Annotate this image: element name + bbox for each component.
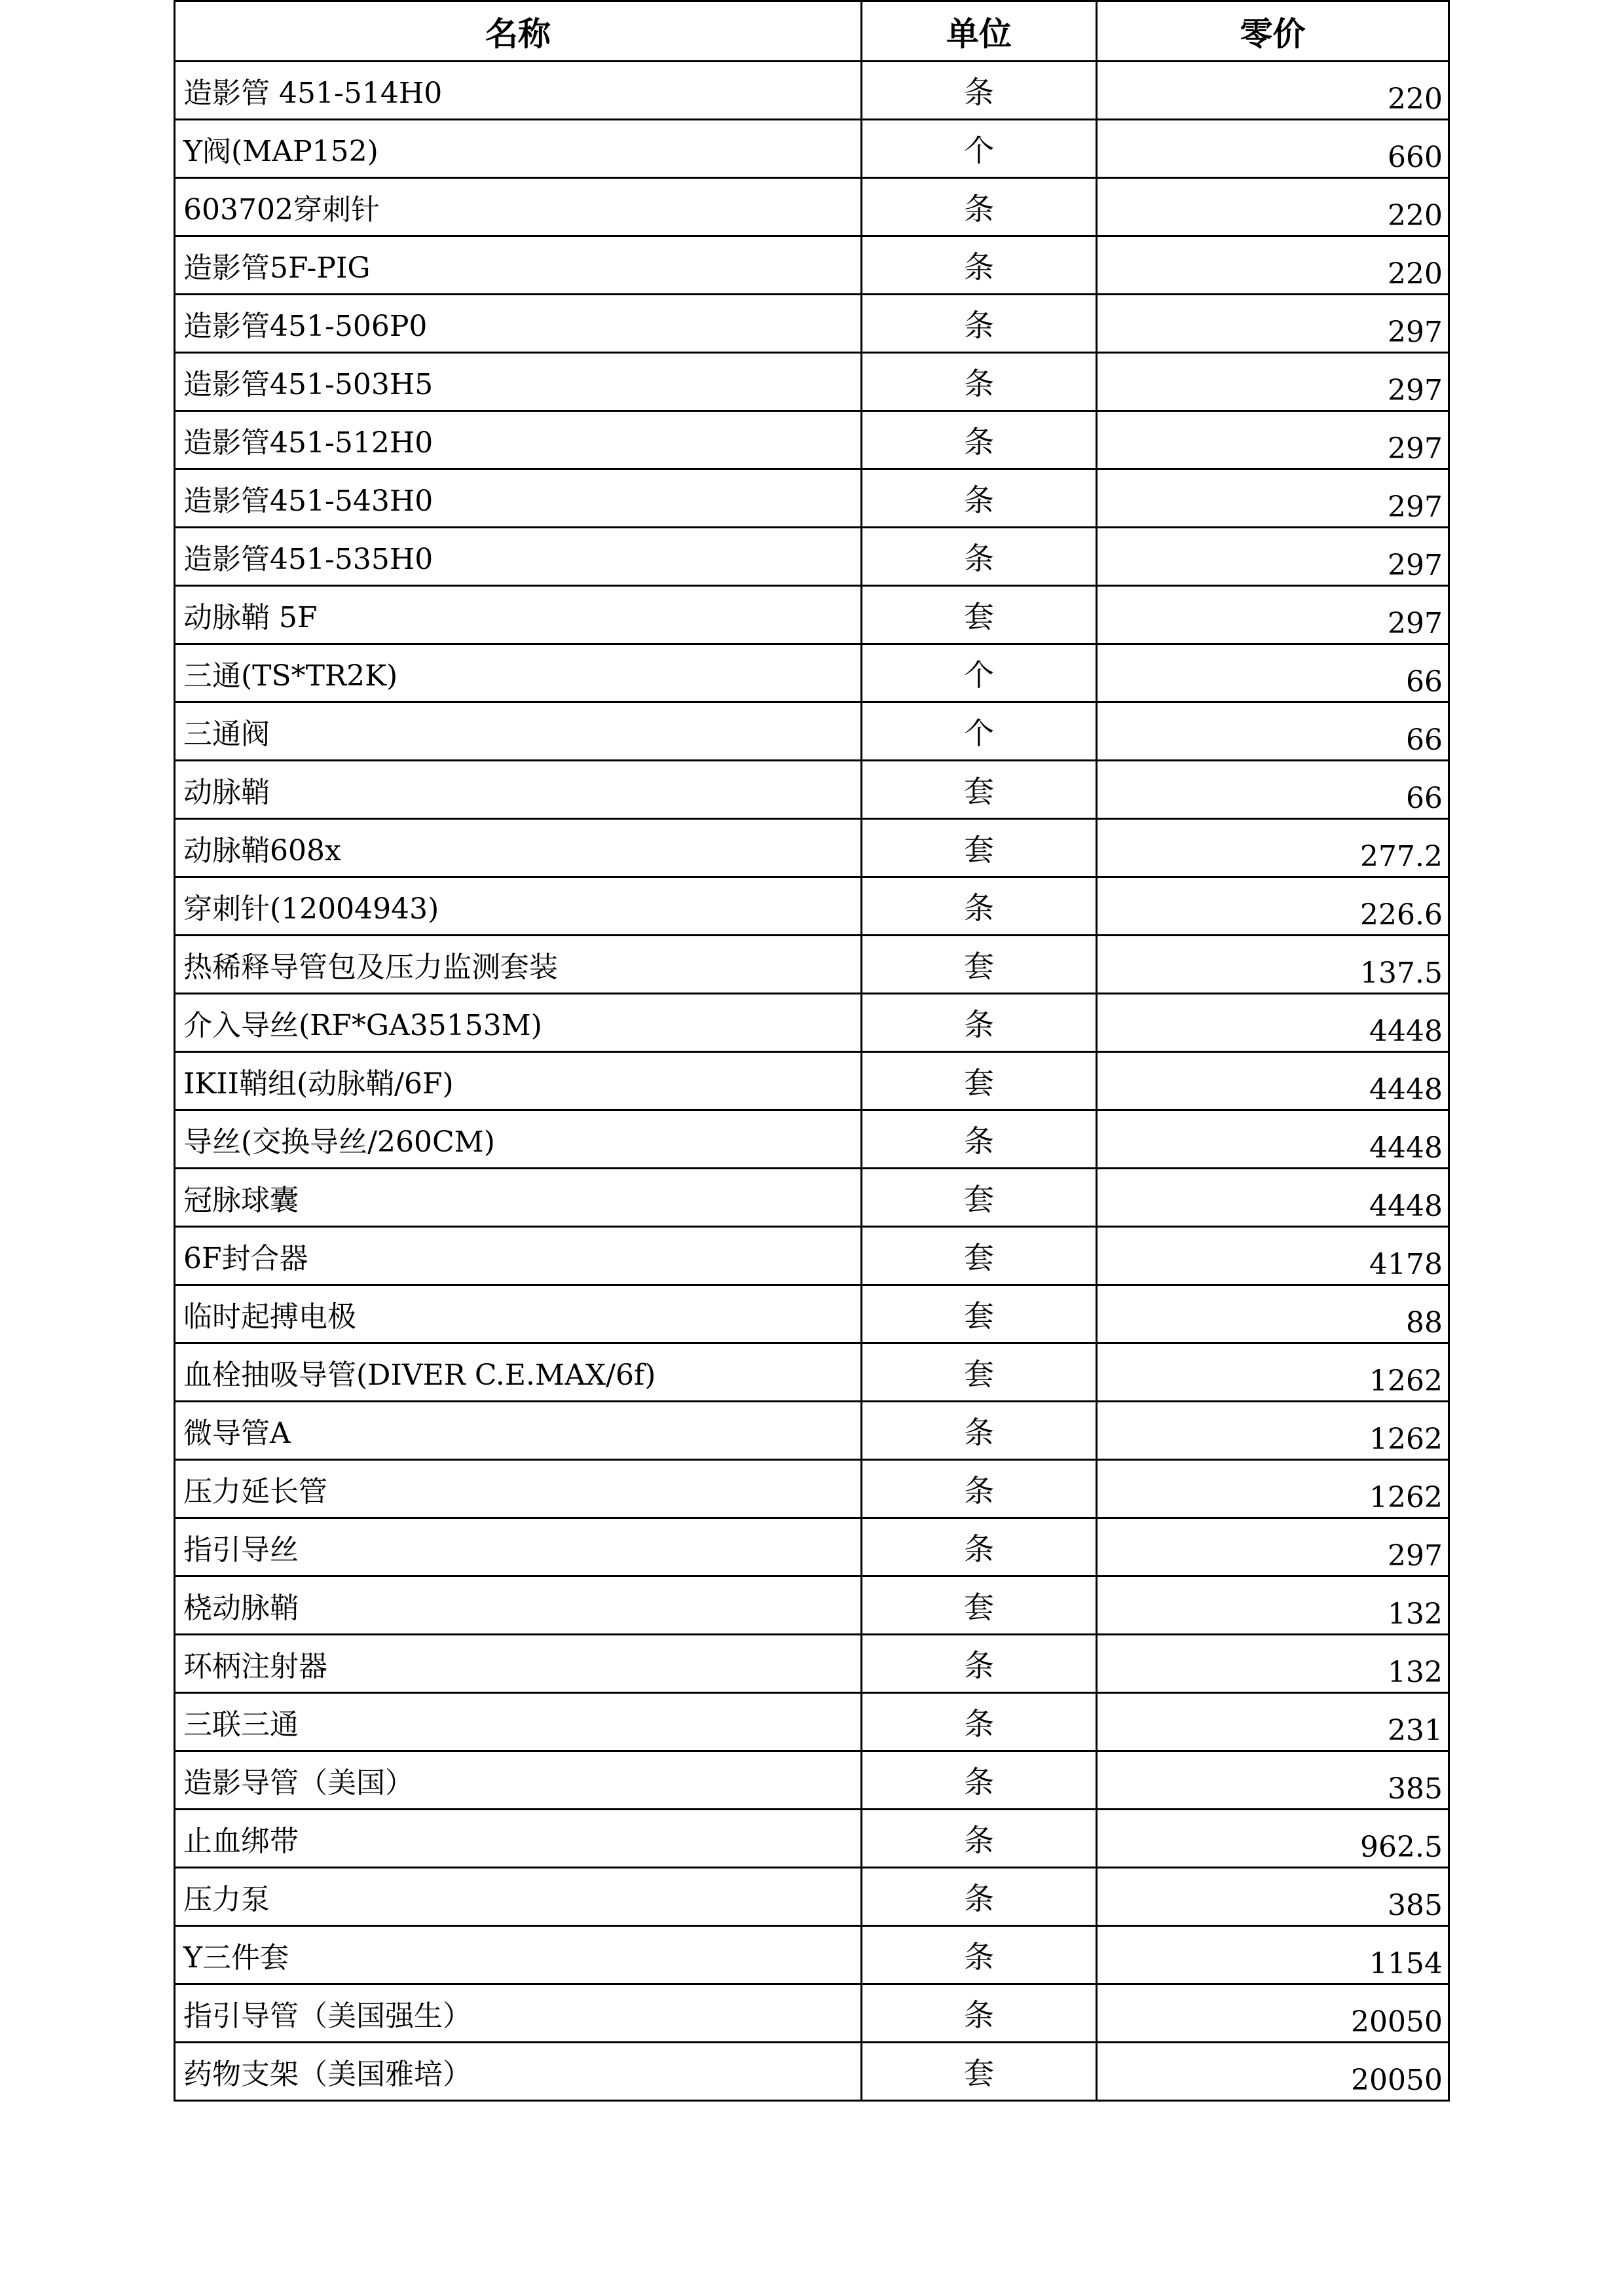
table-row	[175, 1343, 1449, 1402]
header-row	[175, 1, 1449, 62]
table-row	[175, 994, 1449, 1052]
item-unit-cell: 套	[862, 1576, 1097, 1635]
item-price-cell: 132	[1097, 1576, 1449, 1635]
item-price-cell: 4448	[1097, 1110, 1449, 1169]
item-name-cell: 指引导丝	[175, 1518, 862, 1576]
item-name-cell: 血栓抽吸导管(DIVER C.E.MAX/6f)	[175, 1343, 862, 1402]
item-price-cell: 4448	[1097, 994, 1449, 1052]
table-row	[175, 761, 1449, 819]
table-row	[175, 1285, 1449, 1343]
table-row	[175, 936, 1449, 994]
item-price-cell: 4448	[1097, 1169, 1449, 1227]
item-name-cell: 冠脉球囊	[175, 1169, 862, 1227]
item-unit-cell: 条	[862, 994, 1097, 1052]
item-name-cell: 三通(TS*TR2K)	[175, 644, 862, 702]
item-unit-cell: 条	[862, 1693, 1097, 1751]
item-price-cell: 297	[1097, 528, 1449, 586]
item-price-cell: 231	[1097, 1693, 1449, 1751]
item-name-cell: 压力延长管	[175, 1460, 862, 1518]
item-price-cell: 4448	[1097, 1052, 1449, 1110]
item-name-cell: 造影管5F-PIG	[175, 236, 862, 295]
item-name-cell: 环柄注射器	[175, 1635, 862, 1693]
item-unit-cell: 条	[862, 1635, 1097, 1693]
item-price-cell: 66	[1097, 702, 1449, 761]
item-name-cell: 动脉鞘	[175, 761, 862, 819]
item-unit-cell: 套	[862, 586, 1097, 644]
item-unit-cell: 套	[862, 761, 1097, 819]
item-name-cell: 造影管451-512H0	[175, 411, 862, 469]
item-name-cell: 造影管451-506P0	[175, 295, 862, 353]
table-row	[175, 1518, 1449, 1576]
item-name-cell: Y三件套	[175, 1926, 862, 1984]
item-name-cell: 动脉鞘 5F	[175, 586, 862, 644]
table-row	[175, 295, 1449, 353]
item-unit-cell: 个	[862, 702, 1097, 761]
item-name-cell: 穿刺针(12004943)	[175, 877, 862, 936]
item-name-cell: 指引导管（美国强生）	[175, 1984, 862, 2043]
item-price-cell: 297	[1097, 295, 1449, 353]
item-unit-cell: 条	[862, 1810, 1097, 1868]
item-unit-cell: 条	[862, 528, 1097, 586]
item-name-cell: 造影导管（美国）	[175, 1751, 862, 1810]
table-row	[175, 236, 1449, 295]
table-row	[175, 178, 1449, 236]
item-name-cell: 桡动脉鞘	[175, 1576, 862, 1635]
item-unit-cell: 条	[862, 877, 1097, 936]
table-row	[175, 819, 1449, 877]
item-unit-cell: 条	[862, 1518, 1097, 1576]
item-name-cell: 压力泵	[175, 1868, 862, 1926]
item-unit-cell: 个	[862, 644, 1097, 702]
table-row	[175, 1169, 1449, 1227]
item-name-cell: 造影管451-503H5	[175, 353, 862, 411]
item-name-cell: 止血绑带	[175, 1810, 862, 1868]
table-row	[175, 702, 1449, 761]
item-name-cell: 造影管451-543H0	[175, 469, 862, 528]
item-price-cell: 297	[1097, 469, 1449, 528]
item-unit-cell: 条	[862, 1402, 1097, 1460]
item-price-cell: 385	[1097, 1751, 1449, 1810]
item-price-cell: 220	[1097, 62, 1449, 120]
item-name-cell: 6F封合器	[175, 1227, 862, 1285]
item-price-cell: 660	[1097, 120, 1449, 178]
item-price-cell: 1262	[1097, 1460, 1449, 1518]
table-row	[175, 1693, 1449, 1751]
item-unit-cell: 条	[862, 1984, 1097, 2043]
table-row	[175, 528, 1449, 586]
item-name-cell: 动脉鞘608x	[175, 819, 862, 877]
item-name-cell: 603702穿刺针	[175, 178, 862, 236]
table-row	[175, 1635, 1449, 1693]
header-unit: 单位	[862, 1, 1097, 62]
item-unit-cell: 套	[862, 1343, 1097, 1402]
item-price-cell: 962.5	[1097, 1810, 1449, 1868]
table-row	[175, 120, 1449, 178]
item-price-cell: 297	[1097, 1518, 1449, 1576]
table-body	[175, 62, 1449, 2101]
item-price-cell: 66	[1097, 644, 1449, 702]
item-price-cell: 297	[1097, 411, 1449, 469]
table-row	[175, 1926, 1449, 1984]
header-name: 名称	[175, 1, 862, 62]
table-row	[175, 1052, 1449, 1110]
table-row	[175, 1110, 1449, 1169]
item-name-cell: 造影管451-535H0	[175, 528, 862, 586]
item-price-cell: 1154	[1097, 1926, 1449, 1984]
item-price-cell: 226.6	[1097, 877, 1449, 936]
item-price-cell: 385	[1097, 1868, 1449, 1926]
table-row	[175, 469, 1449, 528]
item-price-cell: 220	[1097, 236, 1449, 295]
table-row	[175, 2043, 1449, 2101]
item-name-cell: 药物支架（美国雅培）	[175, 2043, 862, 2101]
item-price-cell: 137.5	[1097, 936, 1449, 994]
item-name-cell: 造影管 451-514H0	[175, 62, 862, 120]
item-unit-cell: 条	[862, 62, 1097, 120]
item-unit-cell: 套	[862, 1052, 1097, 1110]
item-unit-cell: 套	[862, 1169, 1097, 1227]
item-name-cell: IKII鞘组(动脉鞘/6F)	[175, 1052, 862, 1110]
table-row	[175, 1810, 1449, 1868]
item-price-cell: 297	[1097, 353, 1449, 411]
item-unit-cell: 套	[862, 936, 1097, 994]
item-unit-cell: 个	[862, 120, 1097, 178]
header-price: 零价	[1097, 1, 1449, 62]
item-unit-cell: 条	[862, 353, 1097, 411]
item-price-cell: 277.2	[1097, 819, 1449, 877]
item-unit-cell: 条	[862, 295, 1097, 353]
item-price-cell: 220	[1097, 178, 1449, 236]
item-unit-cell: 套	[862, 1227, 1097, 1285]
item-unit-cell: 条	[862, 1926, 1097, 1984]
table-row	[175, 1751, 1449, 1810]
item-name-cell: Y阀(MAP152)	[175, 120, 862, 178]
table-row	[175, 353, 1449, 411]
item-unit-cell: 条	[862, 236, 1097, 295]
item-price-cell: 132	[1097, 1635, 1449, 1693]
item-unit-cell: 套	[862, 2043, 1097, 2101]
item-unit-cell: 条	[862, 1110, 1097, 1169]
item-unit-cell: 条	[862, 1460, 1097, 1518]
item-unit-cell: 条	[862, 469, 1097, 528]
item-unit-cell: 套	[862, 1285, 1097, 1343]
item-price-cell: 1262	[1097, 1402, 1449, 1460]
table-row	[175, 644, 1449, 702]
item-price-cell: 1262	[1097, 1343, 1449, 1402]
table-row	[175, 1984, 1449, 2043]
table-row	[175, 1227, 1449, 1285]
item-price-cell: 20050	[1097, 1984, 1449, 2043]
item-name-cell: 三通阀	[175, 702, 862, 761]
item-name-cell: 导丝(交换导丝/260CM)	[175, 1110, 862, 1169]
item-unit-cell: 条	[862, 178, 1097, 236]
item-price-cell: 66	[1097, 761, 1449, 819]
table-row	[175, 1868, 1449, 1926]
table-row	[175, 877, 1449, 936]
item-name-cell: 热稀释导管包及压力监测套装	[175, 936, 862, 994]
table-row	[175, 411, 1449, 469]
item-unit-cell: 套	[862, 819, 1097, 877]
table-row	[175, 1460, 1449, 1518]
table-row	[175, 586, 1449, 644]
item-unit-cell: 条	[862, 1868, 1097, 1926]
item-name-cell: 微导管A	[175, 1402, 862, 1460]
table-row	[175, 1402, 1449, 1460]
table-row	[175, 1576, 1449, 1635]
item-name-cell: 介入导丝(RF*GA35153M)	[175, 994, 862, 1052]
item-price-cell: 88	[1097, 1285, 1449, 1343]
price-table	[174, 0, 1450, 2102]
item-unit-cell: 条	[862, 411, 1097, 469]
item-unit-cell: 条	[862, 1751, 1097, 1810]
item-price-cell: 20050	[1097, 2043, 1449, 2101]
table-row	[175, 62, 1449, 120]
item-price-cell: 297	[1097, 586, 1449, 644]
item-name-cell: 三联三通	[175, 1693, 862, 1751]
item-name-cell: 临时起搏电极	[175, 1285, 862, 1343]
item-price-cell: 4178	[1097, 1227, 1449, 1285]
